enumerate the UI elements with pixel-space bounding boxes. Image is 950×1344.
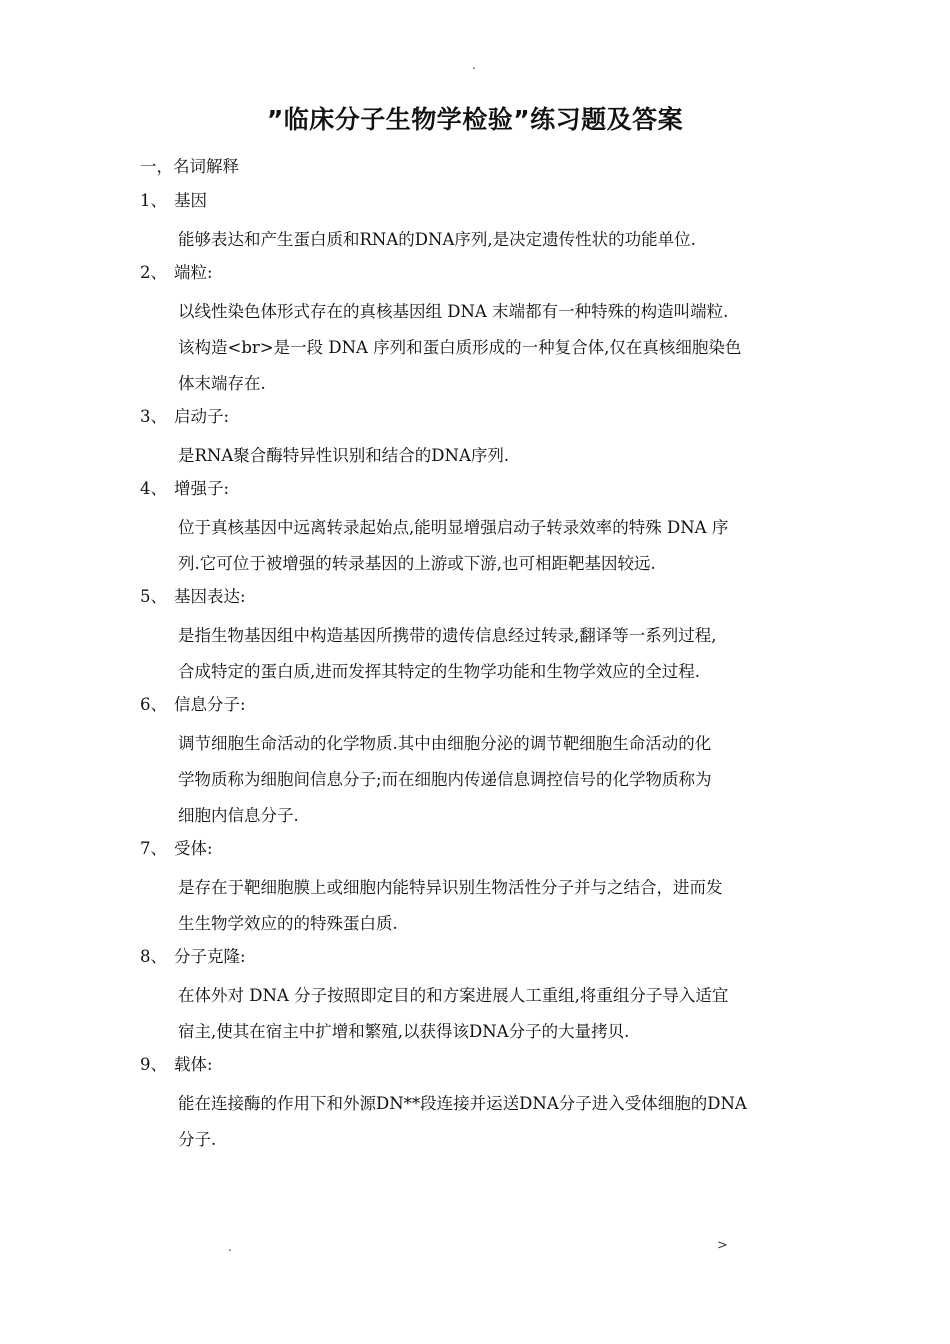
definition-text [178,510,815,582]
item-number: 9、 [140,1055,167,1074]
item-number: 7、 [140,839,167,858]
section-heading: 一，名词解释 [140,157,239,176]
definition-line: 学物质称为细胞间信息分子;而在细胞内传递信息调控信号的化学物质称为 [178,770,712,789]
definition-term-row [140,476,815,502]
definition-term-row [140,584,815,610]
footer-left-mark: . [228,1240,232,1254]
definition-term-row [140,692,815,718]
definition-item [140,260,815,402]
item-number: 1、 [140,191,167,210]
definition-line: 该构造<br>是一段 DNA 序列和蛋白质形成的一种复合体,仅在真核细胞染色 [178,338,742,357]
definition-term-row [140,188,815,214]
definition-term-row [140,944,815,970]
definition-line: 以线性染色体形式存在的真核基因组 DNA 末端都有一种特殊的构造叫端粒. [178,302,729,321]
definition-term: 端粒: [174,263,213,282]
item-number: 8、 [140,947,167,966]
definition-item [140,944,815,1050]
definition-line: 是RNA聚合酶特异性识别和结合的DNA序列. [178,446,510,465]
definition-term: 启动子: [174,407,230,426]
definition-term-row [140,836,815,862]
definition-item [140,404,815,474]
definition-line: 宿主,使其在宿主中扩增和繁殖,以获得该DNA分子的大量拷贝. [178,1022,630,1041]
definition-line: 细胞内信息分子. [178,806,299,825]
definition-term-row [140,1052,815,1078]
definition-item [140,584,815,690]
definition-line: 位于真核基因中远离转录起始点,能明显增强启动子转录效率的特殊 DNA 序 [178,518,729,537]
definition-term: 信息分子: [174,695,246,714]
definition-line: 列.它可位于被增强的转录基因的上游或下游,也可相距靶基因较远. [178,554,656,573]
definition-term-row [140,404,815,430]
definition-line: 是存在于靶细胞膜上或细胞内能特异识别生物活性分子并与之结合，进而发 [178,878,723,897]
definition-line: 体末端存在. [178,374,266,393]
definition-term-row [140,260,815,286]
definition-line: 调节细胞生命活动的化学物质.其中由细胞分泌的调节靶细胞生命活动的化 [178,734,712,753]
definition-text [178,222,815,258]
definition-text [178,978,815,1050]
definition-term: 分子克隆: [174,947,246,966]
definition-line: 合成特定的蛋白质,进而发挥其特定的生物学功能和生物学效应的全过程. [178,662,700,681]
definition-text [178,870,815,942]
definition-text [178,726,815,834]
definition-term: 增强子: [174,479,230,498]
definition-line: 在体外对 DNA 分子按照即定目的和方案进展人工重组,将重组分子导入适宜 [178,986,729,1005]
definition-term: 基因 [174,191,207,210]
definition-term: 受体: [174,839,213,858]
document-title: ”临床分子生物学检验”练习题及答案 [266,105,684,134]
definition-item [140,692,815,834]
definition-term: 基因表达: [174,587,246,606]
definition-line: 能够表达和产生蛋白质和RNA的DNA序列,是决定遗传性状的功能单位. [178,230,696,249]
definition-line: 分子. [178,1130,217,1149]
definition-text [178,294,815,402]
definition-list [140,188,815,1158]
definition-text [178,438,815,474]
definition-text [178,618,815,690]
item-number: 2、 [140,263,167,282]
item-number: 6、 [140,695,167,714]
definition-item [140,476,815,582]
definition-line: 能在连接酶的作用下和外源DN**段连接并运送DNA分子进入受体细胞的DNA [178,1094,747,1113]
footer-right-mark: > [717,1238,728,1253]
definition-line: 是指生物基因组中构造基因所携带的遗传信息经过转录,翻译等一系列过程, [178,626,717,645]
definition-item [140,188,815,258]
definition-term: 载体: [174,1055,213,1074]
item-number: 5、 [140,587,167,606]
definition-text [178,1086,815,1158]
item-number: 3、 [140,407,167,426]
item-number: 4、 [140,479,167,498]
definition-item [140,836,815,942]
header-mark: . [472,58,476,72]
definition-line: 生生物学效应的的特殊蛋白质. [178,914,398,933]
definition-item [140,1052,815,1158]
document-body [140,154,815,1160]
